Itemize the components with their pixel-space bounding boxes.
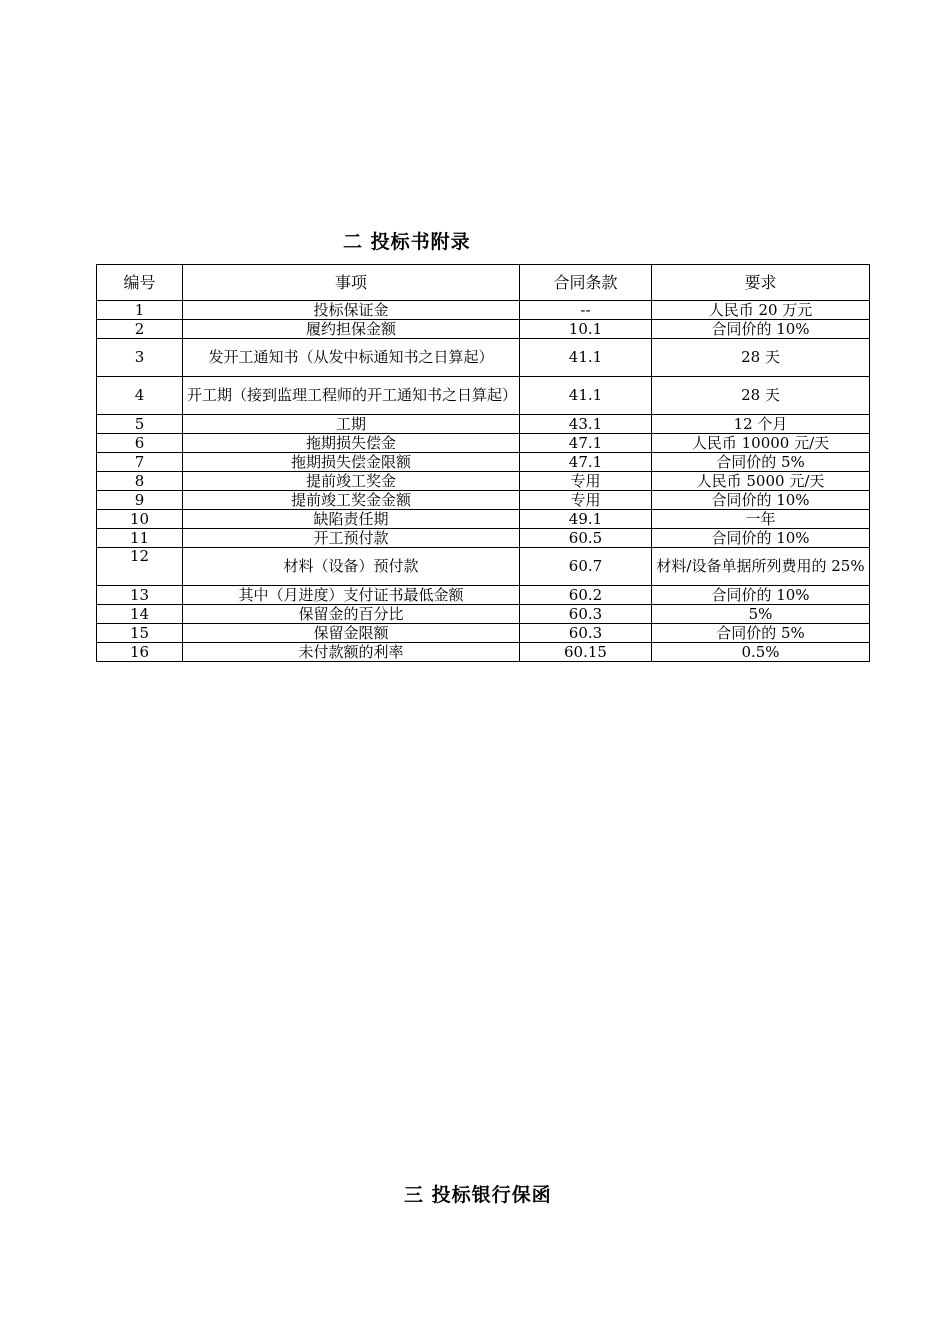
cell-item: 缺陷责任期 [183,510,520,529]
cell-item: 工期 [183,415,520,434]
cell-item: 其中（月进度）支付证书最低金额 [183,586,520,605]
table-row [97,415,870,434]
cell-requirement: 合同价的 10% [652,586,870,605]
table-row [97,605,870,624]
table-row [97,434,870,453]
cell-no: 8 [97,472,183,491]
cell-requirement: 人民币 5000 元/天 [652,472,870,491]
table-row [97,301,870,320]
cell-item: 拖期损失偿金限额 [183,453,520,472]
cell-requirement: 人民币 20 万元 [652,301,870,320]
section-three-title: 三 投标银行保函 [404,1184,552,1206]
cell-clause: 41.1 [520,377,652,415]
cell-item: 保留金限额 [183,624,520,643]
cell-no: 10 [97,510,183,529]
cell-item: 开工预付款 [183,529,520,548]
cell-item: 投标保证金 [183,301,520,320]
cell-no: 14 [97,605,183,624]
cell-requirement: 合同价的 5% [652,624,870,643]
table-row [97,377,870,415]
cell-requirement: 5% [652,605,870,624]
cell-requirement: 人民币 10000 元/天 [652,434,870,453]
cell-requirement: 合同价的 10% [652,320,870,339]
cell-clause: 10.1 [520,320,652,339]
cell-requirement: 12 个月 [652,415,870,434]
cell-clause: 43.1 [520,415,652,434]
cell-no: 11 [97,529,183,548]
cell-clause: 60.2 [520,586,652,605]
cell-item: 保留金的百分比 [183,605,520,624]
cell-clause: 60.7 [520,548,652,586]
cell-no: 13 [97,586,183,605]
cell-no: 4 [97,377,183,415]
cell-clause: 49.1 [520,510,652,529]
cell-clause: 47.1 [520,434,652,453]
cell-clause: 60.5 [520,529,652,548]
cell-no: 5 [97,415,183,434]
cell-item: 材料（设备）预付款 [183,548,520,586]
header-clause: 合同条款 [520,265,652,301]
cell-clause: 60.3 [520,624,652,643]
cell-clause: 41.1 [520,339,652,377]
cell-no: 3 [97,339,183,377]
cell-clause: 47.1 [520,453,652,472]
cell-item: 履约担保金额 [183,320,520,339]
cell-no: 12 [97,548,183,586]
table-row [97,643,870,662]
cell-requirement: 材料/设备单据所列费用的 25% [652,548,870,586]
cell-clause: 60.15 [520,643,652,662]
cell-requirement: 合同价的 10% [652,529,870,548]
cell-no: 1 [97,301,183,320]
cell-requirement: 28 天 [652,339,870,377]
cell-item: 提前竣工奖金金额 [183,491,520,510]
table-row [97,320,870,339]
cell-requirement: 0.5% [652,643,870,662]
cell-clause: -- [520,301,652,320]
table-header-row [97,265,870,301]
table-row [97,624,870,643]
cell-clause: 专用 [520,472,652,491]
cell-requirement: 一年 [652,510,870,529]
cell-requirement: 合同价的 10% [652,491,870,510]
cell-item: 未付款额的利率 [183,643,520,662]
cell-no: 2 [97,320,183,339]
table-row [97,491,870,510]
cell-no: 9 [97,491,183,510]
table-row [97,472,870,491]
cell-clause: 专用 [520,491,652,510]
bid-appendix-table [96,264,870,662]
table-row [97,510,870,529]
cell-no: 15 [97,624,183,643]
table-row [97,453,870,472]
cell-item: 开工期（接到监理工程师的开工通知书之日算起） [183,377,520,415]
table-row [97,586,870,605]
cell-clause: 60.3 [520,605,652,624]
table-row [97,529,870,548]
header-no: 编号 [97,265,183,301]
header-requirement: 要求 [652,265,870,301]
cell-item: 提前竣工奖金 [183,472,520,491]
cell-item: 发开工通知书（从发中标通知书之日算起） [183,339,520,377]
cell-no: 16 [97,643,183,662]
table-row [97,548,870,586]
cell-no: 7 [97,453,183,472]
cell-no: 6 [97,434,183,453]
cell-requirement: 合同价的 5% [652,453,870,472]
table-row [97,339,870,377]
cell-item: 拖期损失偿金 [183,434,520,453]
section-two-title: 二 投标书附录 [343,231,471,253]
cell-requirement: 28 天 [652,377,870,415]
header-item: 事项 [183,265,520,301]
